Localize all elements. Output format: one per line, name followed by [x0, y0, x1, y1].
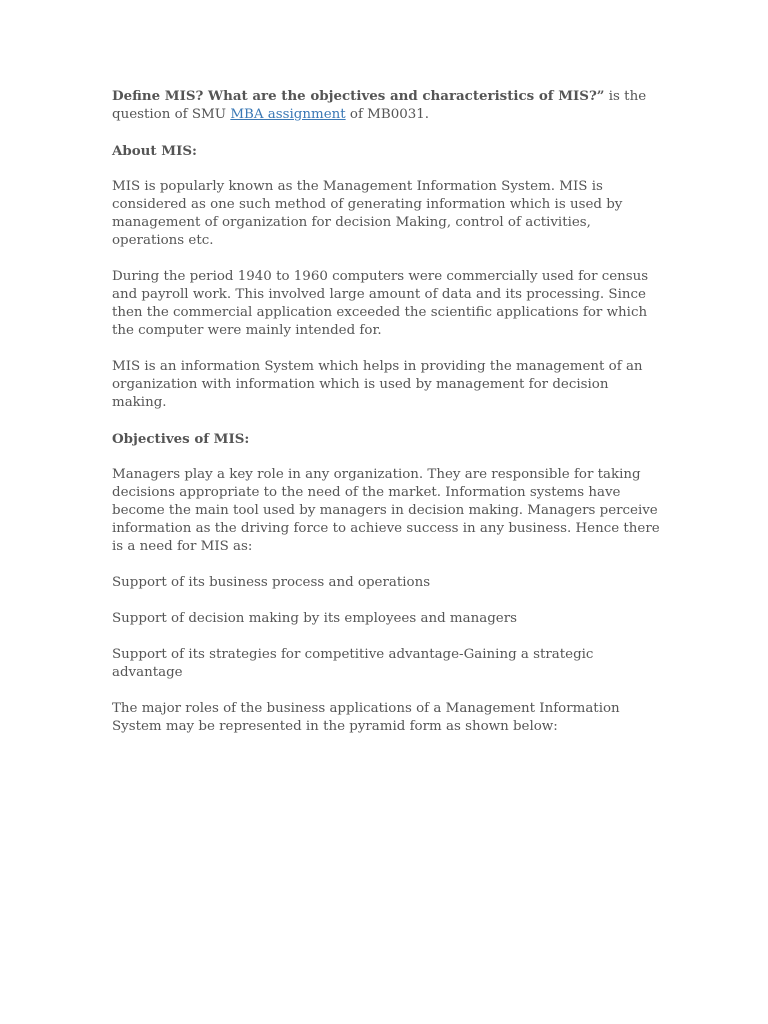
objectives-heading: Objectives of MIS: — [112, 431, 250, 447]
document-body — [112, 87, 660, 754]
intro-text-before-link: is the question of SMU — [112, 89, 647, 122]
objective-item-3: Support of its strategies for competitive advantage-Gaining a strategic advantage — [112, 647, 594, 680]
about-paragraph-2: During the period 1940 to 1960 computers were commercially used for census and payroll work. This involved large amount of data and its processing. Since then the commercial application exceeded the scientific applications for which the computer were mainly intended for. — [112, 269, 649, 338]
intro-text-after-link: of MB0031. — [345, 107, 430, 122]
objectives-intro-paragraph: Managers play a key role in any organization. They are responsible for taking decisions appropriate to the need of the market. Information systems have become the main tool used by managers in decision making. Managers perceive information as the driving force to achieve success in any business. Hence there is a need for MIS as: — [112, 467, 660, 554]
objective-item-1: Support of its business process and operations — [112, 575, 431, 590]
mba-assignment-link[interactable]: MBA assignment — [230, 107, 346, 122]
about-paragraph-3: MIS is an information System which helps in providing the management of an organization with information which is used by management for decision making. — [112, 359, 643, 410]
objectives-closing-paragraph: The major roles of the business applications of a Management Information System may be represented in the pyramid form as shown below: — [112, 701, 620, 734]
about-paragraph-1: MIS is popularly known as the Management Information System. MIS is considered as one such method of generating information which is used by management of organization for decision Making, control of activities, operations etc. — [112, 179, 623, 248]
objective-item-2: Support of decision making by its employees and managers — [112, 611, 517, 626]
intro-question: Define MIS? What are the objectives and characteristics of MIS?” — [112, 88, 605, 104]
intro-paragraph — [112, 87, 660, 124]
about-heading: About MIS: — [112, 143, 197, 159]
